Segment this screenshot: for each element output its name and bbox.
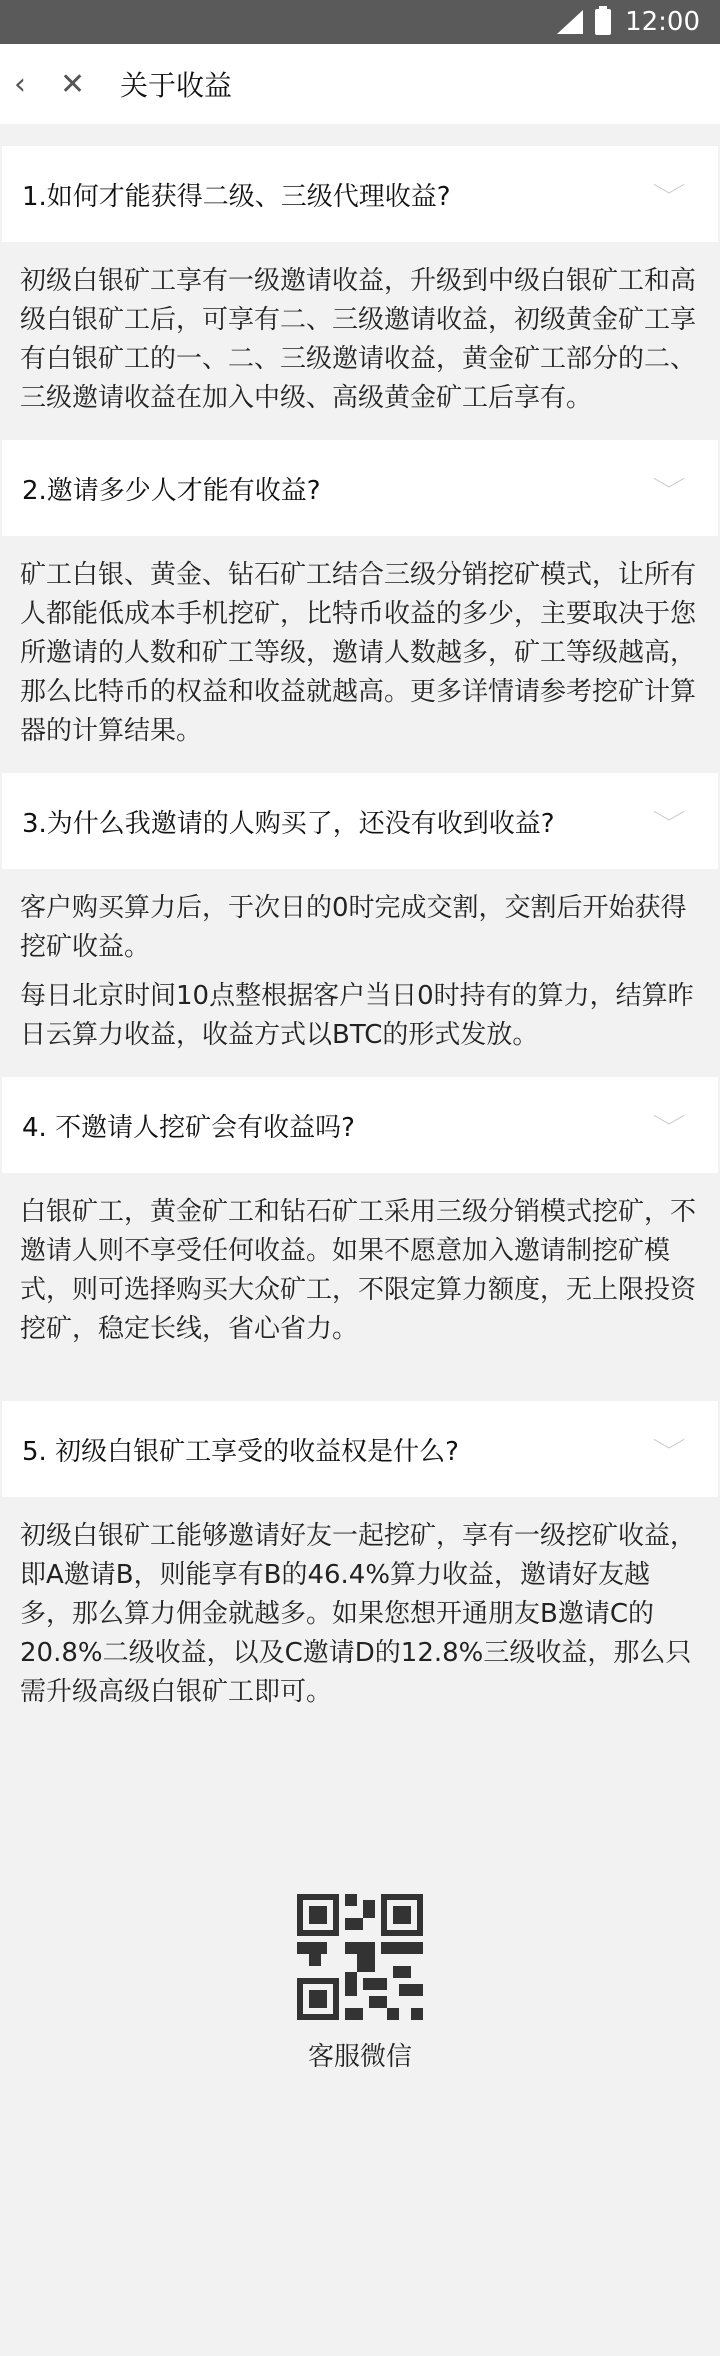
faq-question-1[interactable] xyxy=(2,146,718,242)
question-text: 2.邀请多少人才能有收益? xyxy=(22,475,321,506)
qr-code-icon[interactable] xyxy=(297,1894,423,2020)
answer-text: 矿工白银、黄金、钻石矿工结合三级分销挖矿模式，让所有人都能低成本手机挖矿，比特币收益的多少，主要取决于您所邀请的人数和矿工等级，邀请人数越多，矿工等级越高，那么比特币的权益和收益就越高。更多详情请参考挖矿计算器的计算结果。 xyxy=(20,560,697,746)
faq-question-2[interactable] xyxy=(2,440,718,536)
answer-text: 初级白银矿工能够邀请好友一起挖矿，享有一级挖矿收益，即A邀请B，则能享有B的46.4%算力收益，邀请好友越多，那么算力佣金就越多。如果您想开通朋友B邀请C的20.8%二级收益，以及C邀请D的12.8%三级收益，那么只需升级高级白银矿工即可。 xyxy=(20,1521,697,1707)
page-title: 关于收益 xyxy=(120,69,233,102)
question-text: 3.为什么我邀请的人购买了，还没有收到收益? xyxy=(22,808,555,839)
status-bar xyxy=(0,0,720,44)
chevron-down-icon: ﹀ xyxy=(652,183,686,209)
signal-icon xyxy=(557,10,583,34)
faq-question-5[interactable] xyxy=(2,1401,718,1497)
battery-icon xyxy=(595,9,611,35)
answer-text: 初级白银矿工享有一级邀请收益，升级到中级白银矿工和高级白银矿工后，可享有二、三级邀请收益，初级黄金矿工享有白银矿工的一、二、三级邀请收益，黄金矿工部分的二、三级邀请收益在加入中级、高级黄金矿工后享有。 xyxy=(20,266,697,413)
question-text: 1.如何才能获得二级、三级代理收益? xyxy=(22,181,451,212)
chevron-down-icon: ﹀ xyxy=(652,810,686,836)
nav-bar xyxy=(0,44,720,124)
chevron-down-icon: ﹀ xyxy=(652,1114,686,1140)
faq-answer-1 xyxy=(0,242,720,440)
close-icon[interactable]: ✕ xyxy=(60,66,86,102)
qr-label: 客服微信 xyxy=(307,2042,412,2072)
answer-text: 白银矿工，黄金矿工和钻石矿工采用三级分销模式挖矿，不邀请人则不享受任何收益。如果不愿意加入邀请制挖矿模式，则可选择购买大众矿工，不限定算力额度，无上限投资挖矿，稳定长线，省心省力。 xyxy=(20,1197,697,1344)
faq-answer-4 xyxy=(0,1173,720,1401)
faq-answer-5 xyxy=(0,1497,720,1734)
answer-text: 每日北京时间10点整根据客户当日0时持有的算力，结算昨日云算力收益，收益方式以BTC的形式发放。 xyxy=(20,981,694,1050)
question-text: 5. 初级白银矿工享受的收益权是什么? xyxy=(22,1436,459,1467)
faq-question-4[interactable] xyxy=(2,1077,718,1173)
chevron-down-icon: ﹀ xyxy=(652,477,686,503)
faq-answer-2 xyxy=(0,536,720,773)
faq-answer-3 xyxy=(0,869,720,1077)
customer-service-qr xyxy=(0,1894,720,2073)
faq-list xyxy=(0,124,720,2073)
question-text: 4. 不邀请人挖矿会有收益吗? xyxy=(22,1112,355,1143)
back-icon[interactable]: ‹ xyxy=(14,66,26,102)
answer-text: 客户购买算力后，于次日的0时完成交割，交割后开始获得挖矿收益。 xyxy=(20,893,687,962)
faq-question-3[interactable] xyxy=(2,773,718,869)
status-time: 12:00 xyxy=(625,7,700,37)
chevron-down-icon: ﹀ xyxy=(652,1438,686,1464)
